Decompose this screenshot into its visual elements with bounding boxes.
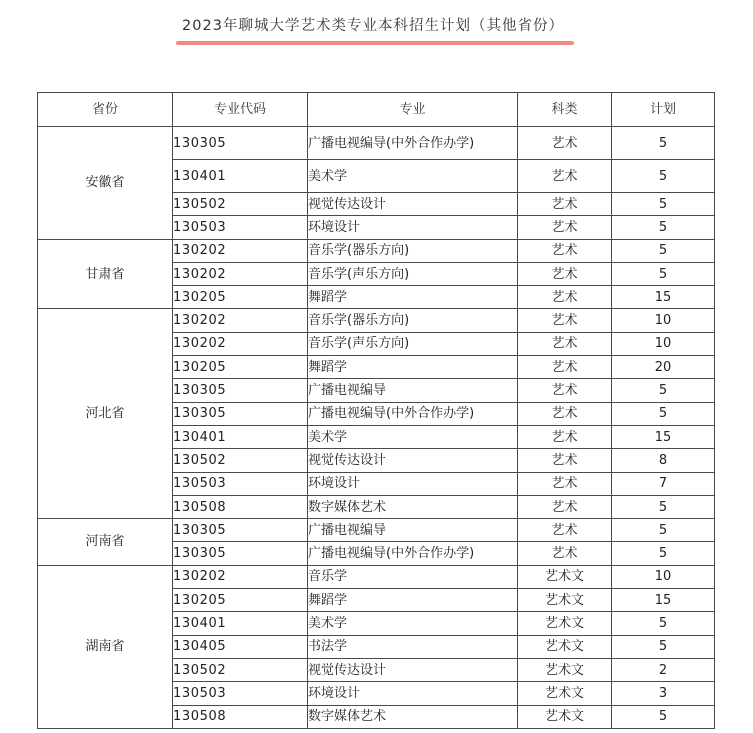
major-cell: 音乐学(器乐方向)	[308, 309, 518, 332]
category-cell: 艺术	[518, 216, 612, 239]
category-cell: 艺术	[518, 262, 612, 285]
category-cell: 艺术文	[518, 612, 612, 635]
category-cell: 艺术	[518, 472, 612, 495]
major-code-cell: 130508	[173, 495, 308, 518]
major-code-cell: 130305	[173, 402, 308, 425]
enrollment-plan-table	[37, 92, 715, 729]
category-cell: 艺术	[518, 356, 612, 379]
major-code-cell: 130202	[173, 309, 308, 332]
major-code-cell: 130503	[173, 216, 308, 239]
table-body	[38, 127, 715, 729]
plan-cell: 5	[612, 379, 715, 402]
major-cell: 数字媒体艺术	[308, 495, 518, 518]
plan-cell: 10	[612, 565, 715, 588]
header-plan: 计划	[612, 93, 715, 127]
major-cell: 音乐学(声乐方向)	[308, 262, 518, 285]
plan-cell: 5	[612, 542, 715, 565]
category-cell: 艺术	[518, 309, 612, 332]
plan-cell: 2	[612, 658, 715, 681]
province-cell: 湖南省	[38, 565, 173, 728]
plan-cell: 20	[612, 356, 715, 379]
major-cell: 环境设计	[308, 216, 518, 239]
major-code-cell: 130202	[173, 239, 308, 262]
major-code-cell: 130502	[173, 658, 308, 681]
category-cell: 艺术文	[518, 589, 612, 612]
plan-cell: 3	[612, 682, 715, 705]
category-cell: 艺术	[518, 127, 612, 160]
major-code-cell: 130205	[173, 286, 308, 309]
major-cell: 广播电视编导	[308, 519, 518, 542]
table-row	[38, 519, 715, 542]
category-cell: 艺术	[518, 425, 612, 448]
province-cell: 安徽省	[38, 127, 173, 240]
plan-cell: 5	[612, 216, 715, 239]
major-code-cell: 130508	[173, 705, 308, 728]
major-cell: 音乐学(器乐方向)	[308, 239, 518, 262]
major-code-cell: 130305	[173, 127, 308, 160]
plan-cell: 10	[612, 332, 715, 355]
major-code-cell: 130305	[173, 379, 308, 402]
major-code-cell: 130202	[173, 262, 308, 285]
major-code-cell: 130401	[173, 160, 308, 193]
plan-cell: 5	[612, 519, 715, 542]
plan-cell: 5	[612, 193, 715, 216]
major-cell: 舞蹈学	[308, 356, 518, 379]
major-code-cell: 130205	[173, 589, 308, 612]
major-code-cell: 130502	[173, 193, 308, 216]
major-code-cell: 130305	[173, 519, 308, 542]
major-cell: 视觉传达设计	[308, 658, 518, 681]
header-major-code: 专业代码	[173, 93, 308, 127]
plan-cell: 5	[612, 495, 715, 518]
header-major: 专业	[308, 93, 518, 127]
header-province: 省份	[38, 93, 173, 127]
plan-cell: 5	[612, 705, 715, 728]
major-cell: 美术学	[308, 160, 518, 193]
table-row	[38, 565, 715, 588]
title-underline	[176, 41, 574, 45]
category-cell: 艺术文	[518, 565, 612, 588]
major-cell: 美术学	[308, 425, 518, 448]
major-code-cell: 130401	[173, 612, 308, 635]
major-cell: 视觉传达设计	[308, 193, 518, 216]
plan-cell: 5	[612, 127, 715, 160]
major-cell: 广播电视编导(中外合作办学)	[308, 542, 518, 565]
major-code-cell: 130202	[173, 565, 308, 588]
major-cell: 数字媒体艺术	[308, 705, 518, 728]
header-category: 科类	[518, 93, 612, 127]
plan-cell: 15	[612, 286, 715, 309]
major-cell: 环境设计	[308, 472, 518, 495]
major-cell: 美术学	[308, 612, 518, 635]
plan-cell: 15	[612, 589, 715, 612]
category-cell: 艺术文	[518, 658, 612, 681]
title-block	[173, 12, 573, 48]
province-cell: 河北省	[38, 309, 173, 519]
major-code-cell: 130401	[173, 425, 308, 448]
table-header-row	[38, 93, 715, 127]
table-row	[38, 309, 715, 332]
category-cell: 艺术	[518, 379, 612, 402]
plan-cell: 10	[612, 309, 715, 332]
category-cell: 艺术文	[518, 682, 612, 705]
major-code-cell: 130405	[173, 635, 308, 658]
plan-cell: 5	[612, 160, 715, 193]
category-cell: 艺术	[518, 542, 612, 565]
category-cell: 艺术	[518, 193, 612, 216]
table-row	[38, 239, 715, 262]
major-cell: 书法学	[308, 635, 518, 658]
major-cell: 舞蹈学	[308, 286, 518, 309]
plan-cell: 5	[612, 635, 715, 658]
plan-cell: 15	[612, 425, 715, 448]
category-cell: 艺术	[518, 449, 612, 472]
plan-cell: 7	[612, 472, 715, 495]
category-cell: 艺术	[518, 160, 612, 193]
plan-cell: 5	[612, 239, 715, 262]
major-cell: 视觉传达设计	[308, 449, 518, 472]
category-cell: 艺术	[518, 332, 612, 355]
major-code-cell: 130305	[173, 542, 308, 565]
category-cell: 艺术	[518, 402, 612, 425]
major-cell: 音乐学	[308, 565, 518, 588]
province-cell: 河南省	[38, 519, 173, 566]
category-cell: 艺术	[518, 495, 612, 518]
province-cell: 甘肃省	[38, 239, 173, 309]
major-code-cell: 130502	[173, 449, 308, 472]
major-code-cell: 130503	[173, 682, 308, 705]
page-title: 2023年聊城大学艺术类专业本科招生计划（其他省份）	[182, 18, 564, 34]
plan-cell: 5	[612, 612, 715, 635]
plan-cell: 8	[612, 449, 715, 472]
major-cell: 音乐学(声乐方向)	[308, 332, 518, 355]
major-code-cell: 130202	[173, 332, 308, 355]
major-cell: 广播电视编导(中外合作办学)	[308, 127, 518, 160]
major-code-cell: 130503	[173, 472, 308, 495]
major-cell: 广播电视编导	[308, 379, 518, 402]
category-cell: 艺术	[518, 519, 612, 542]
major-cell: 广播电视编导(中外合作办学)	[308, 402, 518, 425]
table-row	[38, 127, 715, 160]
category-cell: 艺术文	[518, 705, 612, 728]
category-cell: 艺术	[518, 286, 612, 309]
major-cell: 环境设计	[308, 682, 518, 705]
plan-cell: 5	[612, 402, 715, 425]
major-cell: 舞蹈学	[308, 589, 518, 612]
plan-cell: 5	[612, 262, 715, 285]
category-cell: 艺术文	[518, 635, 612, 658]
category-cell: 艺术	[518, 239, 612, 262]
major-code-cell: 130205	[173, 356, 308, 379]
